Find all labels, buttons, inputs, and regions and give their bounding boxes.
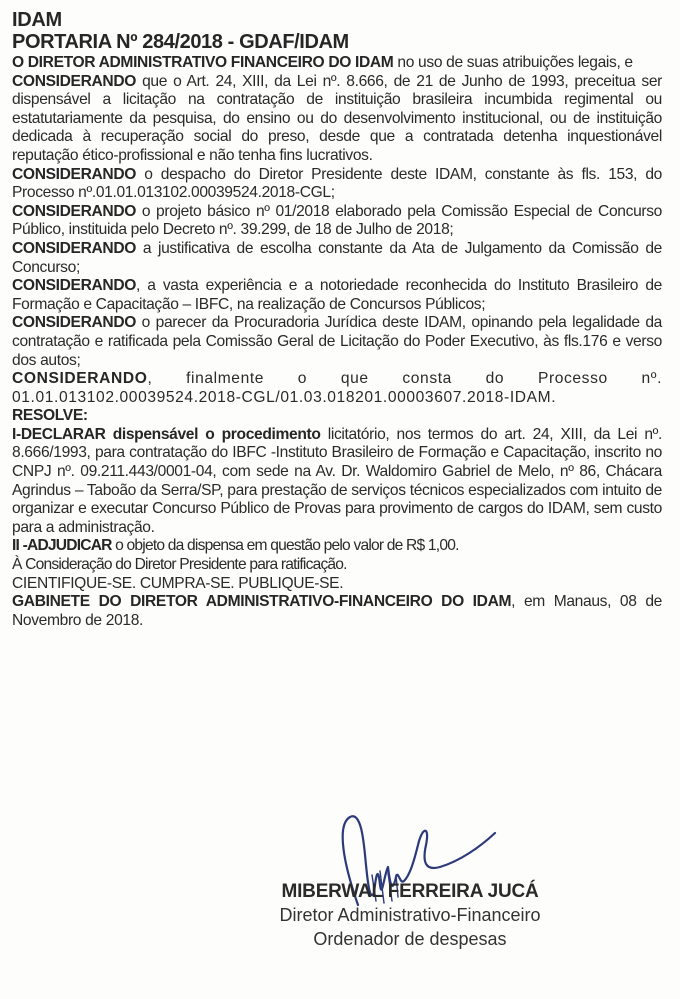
gabinete-text: , em Manaus, 08 de Novembro de 2018. bbox=[12, 593, 662, 629]
signer-role: Diretor Administrativo-Financeiro bbox=[279, 905, 541, 925]
resolve-item-1 bbox=[12, 426, 662, 538]
resolve-item-text: o objeto da dispensa em questão pelo valor de R$ 1,00. bbox=[111, 537, 459, 555]
considerando-text: , finalmente o que consta do Processo nº. 01.01.013102.00039524.2018-CGL/01.03.018201.00003607.2018-IDAM. bbox=[12, 370, 662, 406]
considerando-2 bbox=[12, 166, 662, 203]
preamble-bold: O DIRETOR ADMINISTRATIVO FINANCEIRO DO IDAM bbox=[12, 54, 394, 71]
org-heading: IDAM bbox=[12, 9, 62, 31]
resolve-item-text: licitatório, nos termos do art. 24, XIII, da Lei nº. 8.666/1993, para contratação do IBFC -Instituto Brasileiro de Formação e Capacitação, inscrito no CNPJ nº. 09.211.443/0001-04, com sede na Av. Dr. Waldomiro Gabriel de Melo, nº 86, Chácara Agrindus – Taboão da Serra/SP, para prestação de serviços técnicos especializados com intuito de organizar e executar Concurso Público de Provas para provimento de cargos do IDAM, sem custo para a administração. bbox=[12, 425, 662, 536]
considerando-6 bbox=[12, 314, 662, 370]
considerando-label: CONSIDERANDO bbox=[12, 239, 137, 257]
considerando-label: CONSIDERANDO bbox=[12, 314, 137, 332]
resolve-label: RESOLVE: bbox=[12, 407, 88, 425]
gabinete-bold: GABINETE DO DIRETOR ADMINISTRATIVO-FINANCEIRO DO IDAM bbox=[12, 593, 512, 611]
considerando-text: , a vasta experiência e a notoriedade reconhecida do Instituto Brasileiro de Formação e Capacitação – IBFC, na realização de Concursos Públicos; bbox=[12, 277, 662, 313]
considerando-label: CONSIDERANDO bbox=[12, 165, 137, 183]
considerando-4 bbox=[12, 240, 662, 277]
resolve-item-bold: II -ADJUDICAR bbox=[12, 537, 112, 555]
gabinete-line bbox=[12, 593, 662, 630]
considerando-label: CONSIDERANDO bbox=[12, 370, 148, 388]
consideracao-line: À Consideração do Diretor Presidente para ratificação. bbox=[12, 556, 347, 574]
resolve-item-bold: I-DECLARAR dispensável o procedimento bbox=[12, 425, 321, 443]
considerando-text: que o Art. 24, XIII, da Lei nº. 8.666, de 21 de Junho de 1993, preceitua ser dispensável a licitação na contratação de instituição brasileira incumbida regimental ou estatutariamente da pesquisa, do ensino ou do desenvolvimento institucional, ou de instituição dedicada à recuperação social do preso, desde que a contratada detenha inquestionável reputação ético-profissional e não tenha fins lucrativos. bbox=[12, 72, 662, 164]
considerando-3 bbox=[12, 203, 662, 240]
considerando-text: o projeto básico nº 01/2018 elaborado pela Comissão Especial de Concurso Público, instituida pelo Decreto nº. 39.299, de 18 de Julho de 2018; bbox=[12, 202, 662, 239]
portaria-document bbox=[12, 10, 662, 630]
preamble bbox=[12, 54, 662, 73]
handwritten-signature-icon bbox=[330, 805, 510, 915]
considerando-label: CONSIDERANDO bbox=[12, 202, 137, 220]
resolve-item-2 bbox=[12, 537, 662, 556]
preamble-text: no uso de suas atribuições legais, e bbox=[393, 54, 633, 71]
portaria-title: PORTARIA Nº 284/2018 - GDAF/IDAM bbox=[12, 31, 349, 53]
cientifique-line: CIENTIFIQUE-SE. CUMPRA-SE. PUBLIQUE-SE. bbox=[12, 574, 344, 592]
considerando-7 bbox=[12, 370, 662, 407]
considerando-label: CONSIDERANDO bbox=[12, 72, 137, 90]
considerando-text: o despacho do Diretor Presidente deste IDAM, constante às fls. 153, do Processo nº.01.01.013102.00039524.2018-CGL; bbox=[12, 165, 662, 202]
signer-name: MIBERWAL FERREIRA JUCÁ bbox=[281, 881, 539, 902]
resolve-heading bbox=[12, 407, 662, 426]
considerando-text: a justificativa de escolha constante da Ata de Julgamento da Comissão de Concurso; bbox=[12, 239, 662, 276]
signer-info bbox=[150, 880, 670, 951]
signer-function: Ordenador de despesas bbox=[313, 929, 507, 949]
considerando-5 bbox=[12, 277, 662, 314]
considerando-text: o parecer da Procuradoria Jurídica deste IDAM, opinando pela legalidade da contratação e ratificada pela Comissão Geral de Licitação do Poder Executivo, às fls.176 e verso dos autos; bbox=[12, 314, 662, 369]
considerando-label: CONSIDERANDO bbox=[12, 277, 137, 295]
considerando-1 bbox=[12, 73, 662, 166]
